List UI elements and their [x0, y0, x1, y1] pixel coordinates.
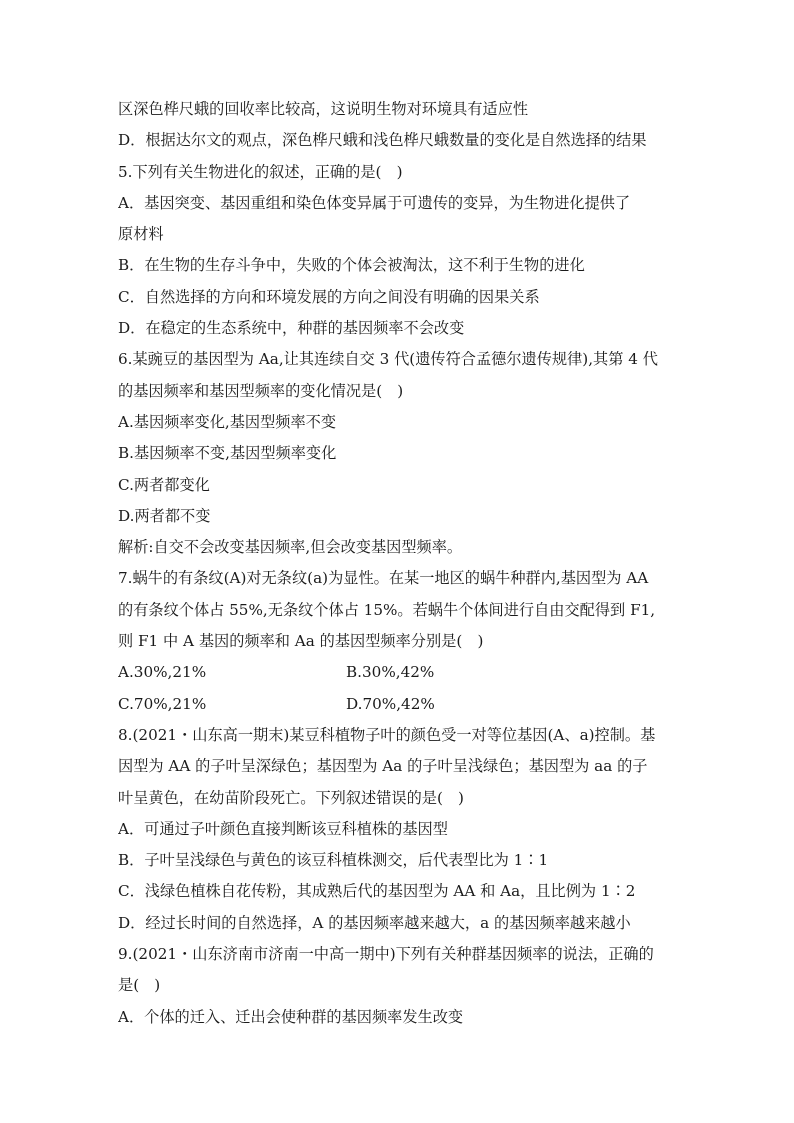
q6-stem: 6.某豌豆的基因型为 Aa,让其连续自交 3 代(遗传符合孟德尔遗传规律),其第 4 代 [118, 350, 658, 369]
q6-option-a: A.基因频率变化,基因型频率不变 [118, 412, 337, 431]
q6-option-b: B.基因频率不变,基因型频率变化 [118, 444, 337, 463]
q7-options-row-1 [118, 657, 678, 688]
q9-option-a: A．个体的迁入、迁出会使种群的基因频率发生改变 [118, 1007, 464, 1026]
q5-option-d: D．在稳定的生态系统中，种群的基因频率不会改变 [118, 319, 465, 338]
q7-option-d: D.70%,42% [346, 694, 435, 713]
q4-option-d: D．根据达尔文的观点，深色桦尺蛾和浅色桦尺蛾数量的变化是自然选择的结果 [118, 131, 647, 150]
q6-option-c: C.两者都变化 [118, 475, 210, 494]
q5-option-b: B．在生物的生存斗争中，失败的个体会被淘汰，这不利于生物的进化 [118, 256, 585, 275]
q6-stem-cont: 的基因频率和基因型频率的变化情况是( ) [118, 381, 404, 400]
q7-options-row-2 [118, 689, 678, 720]
q9-stem: 9.(2021・山东济南市济南一中高一期中)下列有关种群基因频率的说法，正确的 [118, 945, 654, 964]
q8-option-b: B．子叶呈浅绿色与黄色的该豆科植株测交，后代表型比为 1∶1 [118, 851, 549, 870]
q8-option-d: D．经过长时间的自然选择，A 的基因频率越来越大，a 的基因频率越来越小 [118, 913, 631, 932]
q8-option-a: A．可通过子叶颜色直接判断该豆科植株的基因型 [118, 819, 448, 838]
q8-option-c: C．浅绿色植株自花传粉，其成熟后代的基因型为 AA 和 Aa，且比例为 1∶2 [118, 882, 636, 901]
q7-option-c: C.70%,21% [118, 694, 207, 713]
q5-stem: 5.下列有关生物进化的叙述，正确的是( ) [118, 162, 403, 181]
q7-stem-cont: 的有条纹个体占 55%,无条纹个体占 15%。若蜗牛个体间进行自由交配得到 F1, [118, 600, 656, 619]
text-line: 区深色桦尺蛾的回收率比较高，这说明生物对环境具有适应性 [118, 100, 529, 118]
q8-stem-cont-2: 叶呈黄色，在幼苗阶段死亡。下列叙述错误的是( ) [118, 788, 464, 807]
q9-stem-cont: 是( ) [118, 976, 161, 995]
q7-stem: 7.蜗牛的有条纹(A)对无条纹(a)为显性。在某一地区的蜗牛种群内,基因型为 AA [118, 569, 649, 588]
q5-option-a-cont: 原材料 [118, 225, 164, 244]
q8-stem: 8.(2021・山东高一期末)某豆科植物子叶的颜色受一对等位基因(A、a)控制。基 [118, 725, 656, 744]
q6-explanation: 解析:自交不会改变基因频率,但会改变基因型频率。 [118, 538, 463, 557]
q8-stem-cont: 因型为 AA 的子叶呈深绿色；基因型为 Aa 的子叶呈浅绿色；基因型为 aa 的子 [118, 757, 648, 776]
q7-option-b: B.30%,42% [346, 663, 435, 682]
q6-option-d: D.两者都不变 [118, 506, 211, 525]
q7-option-a: A.30%,21% [118, 663, 207, 682]
q5-option-a: A．基因突变、基因重组和染色体变异属于可遗传的变异，为生物进化提供了 [118, 193, 631, 212]
document-body [118, 94, 678, 1033]
q7-stem-cont-2: 则 F1 中 A 基因的频率和 Aa 的基因型频率分别是( ) [118, 632, 484, 651]
q5-option-c: C．自然选择的方向和环境发展的方向之间没有明确的因果关系 [118, 287, 540, 306]
